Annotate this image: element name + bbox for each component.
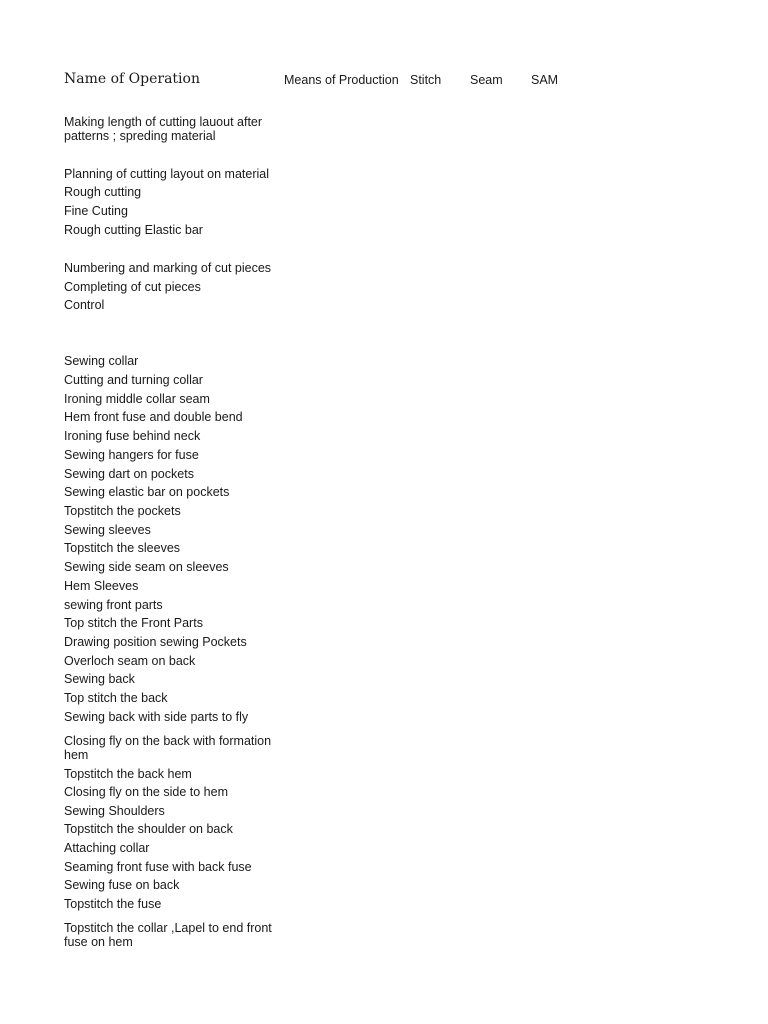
- operation-item: Sewing elastic bar on pockets: [64, 485, 230, 499]
- operation-item: Top stitch the back: [64, 691, 168, 705]
- operation-item: Closing fly on the side to hem: [64, 785, 228, 799]
- operation-item: Numbering and marking of cut pieces: [64, 261, 272, 275]
- operation-item: Sewing Shoulders: [64, 804, 165, 818]
- header-name-of-operation: Name of Operation: [64, 71, 200, 87]
- header-seam: Seam: [470, 73, 503, 87]
- operation-item: Sewing fuse on back: [64, 878, 180, 892]
- operation-item: Fine Cuting: [64, 204, 128, 218]
- operation-item: Topstitch the sleeves: [64, 541, 181, 555]
- header-stitch: Stitch: [410, 73, 442, 87]
- operation-item: Cutting and turning collar: [64, 373, 203, 387]
- operation-item: Control: [64, 298, 105, 312]
- operation-item: Making length of cutting lauout after patterns ; spreding material: [64, 115, 263, 143]
- table-header: [64, 70, 744, 92]
- operation-item: Seaming front fuse with back fuse: [64, 860, 252, 874]
- operation-item: Ironing fuse behind neck: [64, 429, 201, 443]
- operation-item: Attaching collar: [64, 841, 150, 855]
- operation-item: Topstitch the shoulder on back: [64, 822, 233, 836]
- operation-item: Topstitch the fuse: [64, 897, 162, 911]
- header-means-of-production: Means of Production: [284, 73, 399, 87]
- operation-item: Hem front fuse and double bend: [64, 410, 243, 424]
- operation-item: Drawing position sewing Pockets: [64, 635, 247, 649]
- operation-item: Overloch seam on back: [64, 654, 196, 668]
- operation-item: Topstitch the back hem: [64, 767, 192, 781]
- operation-item: Sewing back: [64, 672, 135, 686]
- header-sam: SAM: [531, 73, 559, 87]
- operation-item: Closing fly on the back with formation hem: [64, 734, 272, 762]
- operation-item: Ironing middle collar seam: [64, 392, 210, 406]
- operation-item: sewing front parts: [64, 598, 163, 612]
- operation-item: Topstitch the pockets: [64, 504, 181, 518]
- operation-item: Topstitch the collar ,Lapel to end front fuse on hem: [64, 921, 272, 949]
- operation-item: Sewing hangers for fuse: [64, 448, 199, 462]
- operation-item: Sewing back with side parts to fly: [64, 710, 249, 724]
- operation-item: Hem Sleeves: [64, 579, 139, 593]
- operation-item: Sewing sleeves: [64, 523, 151, 537]
- operation-item: Completing of cut pieces: [64, 280, 201, 294]
- operation-item: Sewing side seam on sleeves: [64, 560, 229, 574]
- operation-item: Sewing dart on pockets: [64, 467, 194, 481]
- operation-item: Top stitch the Front Parts: [64, 616, 203, 630]
- operation-item: Rough cutting Elastic bar: [64, 223, 203, 237]
- operation-item: Planning of cutting layout on material: [64, 167, 269, 181]
- operation-item: Sewing collar: [64, 354, 139, 368]
- operation-item: Rough cutting: [64, 185, 142, 199]
